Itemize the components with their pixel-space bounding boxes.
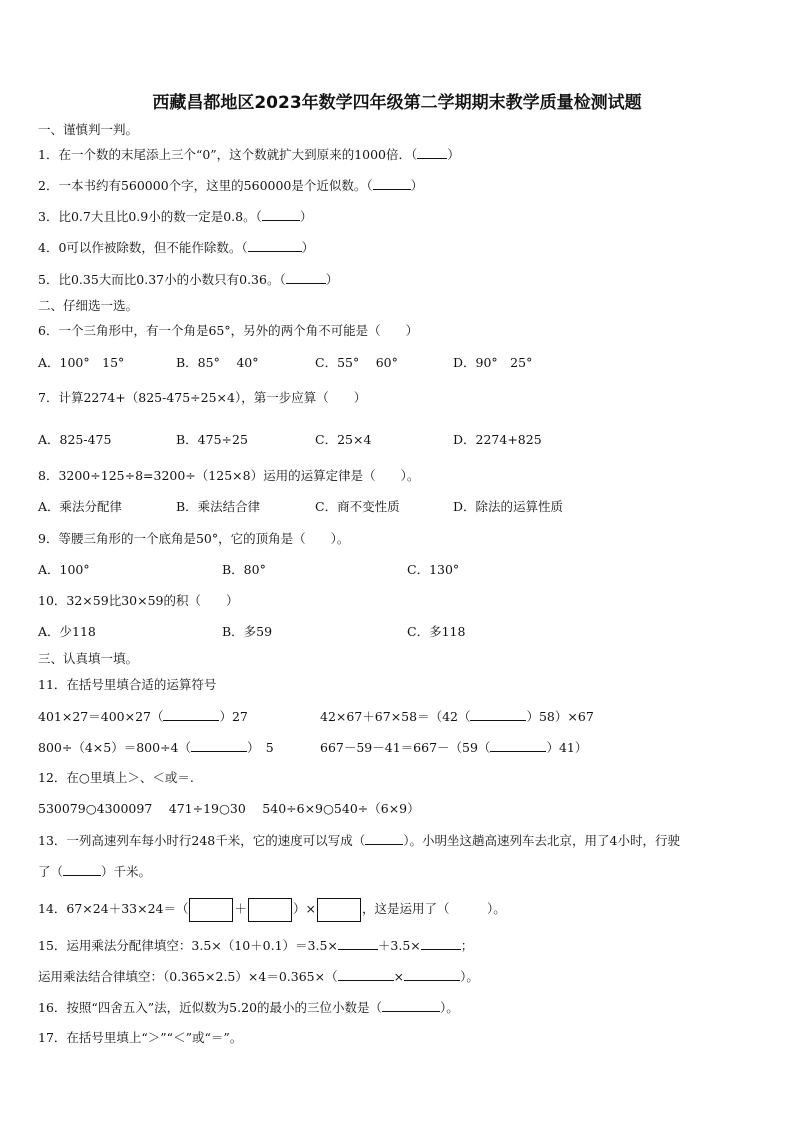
q7-option-d[interactable]: D．2274+825: [453, 432, 542, 447]
question-16-text: 16．按照“四舍五入”法，近似数为5.20的最小的三位小数是（: [38, 1000, 383, 1015]
question-4: [38, 239, 314, 256]
answer-blank[interactable]: [191, 739, 247, 752]
expr-text: ）58）×67: [526, 709, 594, 724]
question-13-text: 了（: [38, 864, 64, 879]
question-1: [38, 146, 460, 163]
q8-option-a[interactable]: A．乘法分配律: [38, 499, 123, 514]
question-16: [38, 999, 459, 1016]
question-4-text: 4．0可以作被除数，但不能作除数。（: [38, 240, 248, 255]
expr-text: 800÷（4×5）＝800÷4（: [38, 740, 191, 755]
question-12-row: 530079○4300097 471÷19○30 540÷6×9○540÷（6×9）: [38, 801, 420, 816]
q11-expr-3: [38, 739, 274, 756]
question-15-text: 运用乘法结合律填空：（0.365×2.5）×4＝0.365×（: [38, 969, 338, 984]
question-15-text: ＋3.5×: [377, 938, 421, 953]
question-13-text: ）千米。: [101, 864, 152, 879]
expr-text: 667－59－41＝667－（59（: [320, 740, 491, 755]
question-15-text: ；: [460, 938, 474, 953]
question-5: [38, 271, 338, 288]
question-2-text: 2．一本书约有560000个字，这里的560000是个近似数。（: [38, 178, 373, 193]
question-13-text: 13．一列高速列车每小时行248千米，它的速度可以写成（: [38, 833, 366, 848]
answer-blank[interactable]: [163, 708, 219, 721]
answer-blank[interactable]: [490, 739, 546, 752]
expr-text: ）27: [219, 709, 248, 724]
answer-blank[interactable]: [338, 937, 378, 950]
expr-text: ）41）: [546, 740, 588, 755]
answer-blank[interactable]: [286, 271, 326, 284]
q11-expr-1: [38, 708, 248, 725]
answer-box[interactable]: [189, 898, 233, 922]
question-17: 17．在括号里填上“＞”“＜”或“＝”。: [38, 1030, 243, 1045]
bracket-close: ）: [410, 178, 424, 193]
answer-blank[interactable]: [421, 937, 461, 950]
question-13-line-1: [38, 832, 680, 849]
plus-sign: ＋: [234, 901, 247, 916]
q7-option-b[interactable]: B．475÷25: [176, 432, 248, 447]
question-6: 6．一个三角形中，有一个角是65°，另外的两个角不可能是（ ）: [38, 323, 419, 338]
q8-option-d[interactable]: D．除法的运算性质: [453, 499, 564, 514]
answer-blank[interactable]: [417, 146, 447, 159]
question-15-line-2: [38, 968, 479, 985]
question-13-text: ）。小明坐这趟高速列车去北京，用了4小时，行驶: [403, 833, 680, 848]
q11-expr-2: [320, 708, 594, 725]
answer-blank[interactable]: [470, 708, 526, 721]
q10-option-a[interactable]: A．少118: [38, 624, 96, 639]
question-14-text: ，这是运用了（ ）。: [361, 901, 506, 916]
question-13-line-2: [38, 863, 151, 880]
question-14: [38, 897, 506, 922]
question-1-text: 1．在一个数的末尾添上三个“0”，这个数就扩大到原来的1000倍．（: [38, 147, 418, 162]
question-3-text: 3．比0.7大且比0.9小的数一定是0.8。（: [38, 209, 262, 224]
expr-text: 42×67＋67×58＝（42（: [320, 709, 471, 724]
question-14-text: ）×: [293, 901, 316, 916]
question-15-text: 15．运用乘法分配律填空：3.5×（10＋0.1）＝3.5×: [38, 938, 338, 953]
question-5-text: 5．比0.35大而比0.37小的小数只有0.36。（: [38, 272, 286, 287]
answer-blank[interactable]: [338, 968, 394, 981]
q8-option-b[interactable]: B．乘法结合律: [176, 499, 261, 514]
bracket-close: ）: [301, 240, 315, 255]
question-15-text: ）。: [460, 969, 479, 984]
question-9: 9．等腰三角形的一个底角是50°，它的顶角是（ ）。: [38, 531, 350, 546]
expr-text: 401×27＝400×27（: [38, 709, 164, 724]
question-2: [38, 177, 423, 194]
q10-option-c[interactable]: C．多118: [407, 624, 466, 639]
q9-option-b[interactable]: B．80°: [222, 562, 266, 577]
page-title: 西藏昌都地区2023年数学四年级第二学期期末教学质量检测试题: [152, 93, 642, 113]
answer-blank[interactable]: [262, 208, 300, 221]
bracket-close: ）: [447, 147, 460, 162]
question-10: 10．32×59比30×59的积（ ）: [38, 593, 239, 608]
q6-option-c[interactable]: C．55° 60°: [315, 355, 398, 370]
q9-option-c[interactable]: C．130°: [407, 562, 460, 577]
q9-option-a[interactable]: A．100°: [38, 562, 90, 577]
section-heading-1: 一、谨慎判一判。: [38, 122, 139, 137]
answer-box[interactable]: [248, 898, 292, 922]
question-3: [38, 208, 312, 225]
answer-blank[interactable]: [382, 999, 440, 1012]
section-heading-2: 二、仔细选一选。: [38, 298, 139, 313]
q11-expr-4: [320, 739, 587, 756]
q7-option-c[interactable]: C．25×4: [315, 432, 372, 447]
question-12: 12．在○里填上＞、＜或＝.: [38, 770, 194, 785]
q6-option-d[interactable]: D．90° 25°: [453, 355, 533, 370]
bracket-close: ）: [299, 209, 313, 224]
question-15-text: ×: [393, 969, 405, 984]
expr-text: ） 5: [247, 740, 274, 755]
bracket-close: ）: [325, 272, 339, 287]
q8-option-c[interactable]: C．商不变性质: [315, 499, 400, 514]
answer-blank[interactable]: [248, 239, 302, 252]
q10-option-b[interactable]: B．多59: [222, 624, 273, 639]
question-11: 11．在括号里填合适的运算符号: [38, 677, 217, 692]
answer-blank[interactable]: [373, 177, 411, 190]
question-7: 7．计算2274+（825-475÷25×4），第一步应算（ ）: [38, 390, 367, 405]
answer-box[interactable]: [317, 898, 361, 922]
question-15-line-1: [38, 937, 473, 954]
q6-option-a[interactable]: A．100° 15°: [38, 355, 125, 370]
section-heading-3: 三、认真填一填。: [38, 651, 139, 666]
question-14-text: 14．67×24＋33×24＝（: [38, 901, 189, 916]
question-16-text: ）。: [440, 1000, 459, 1015]
answer-blank[interactable]: [63, 863, 101, 876]
answer-blank[interactable]: [404, 968, 460, 981]
answer-blank[interactable]: [365, 832, 403, 845]
q6-option-b[interactable]: B．85° 40°: [176, 355, 259, 370]
q7-option-a[interactable]: A．825-475: [38, 432, 112, 447]
question-8: 8．3200÷125÷8=3200÷（125×8）运用的运算定律是（ ）。: [38, 468, 420, 483]
